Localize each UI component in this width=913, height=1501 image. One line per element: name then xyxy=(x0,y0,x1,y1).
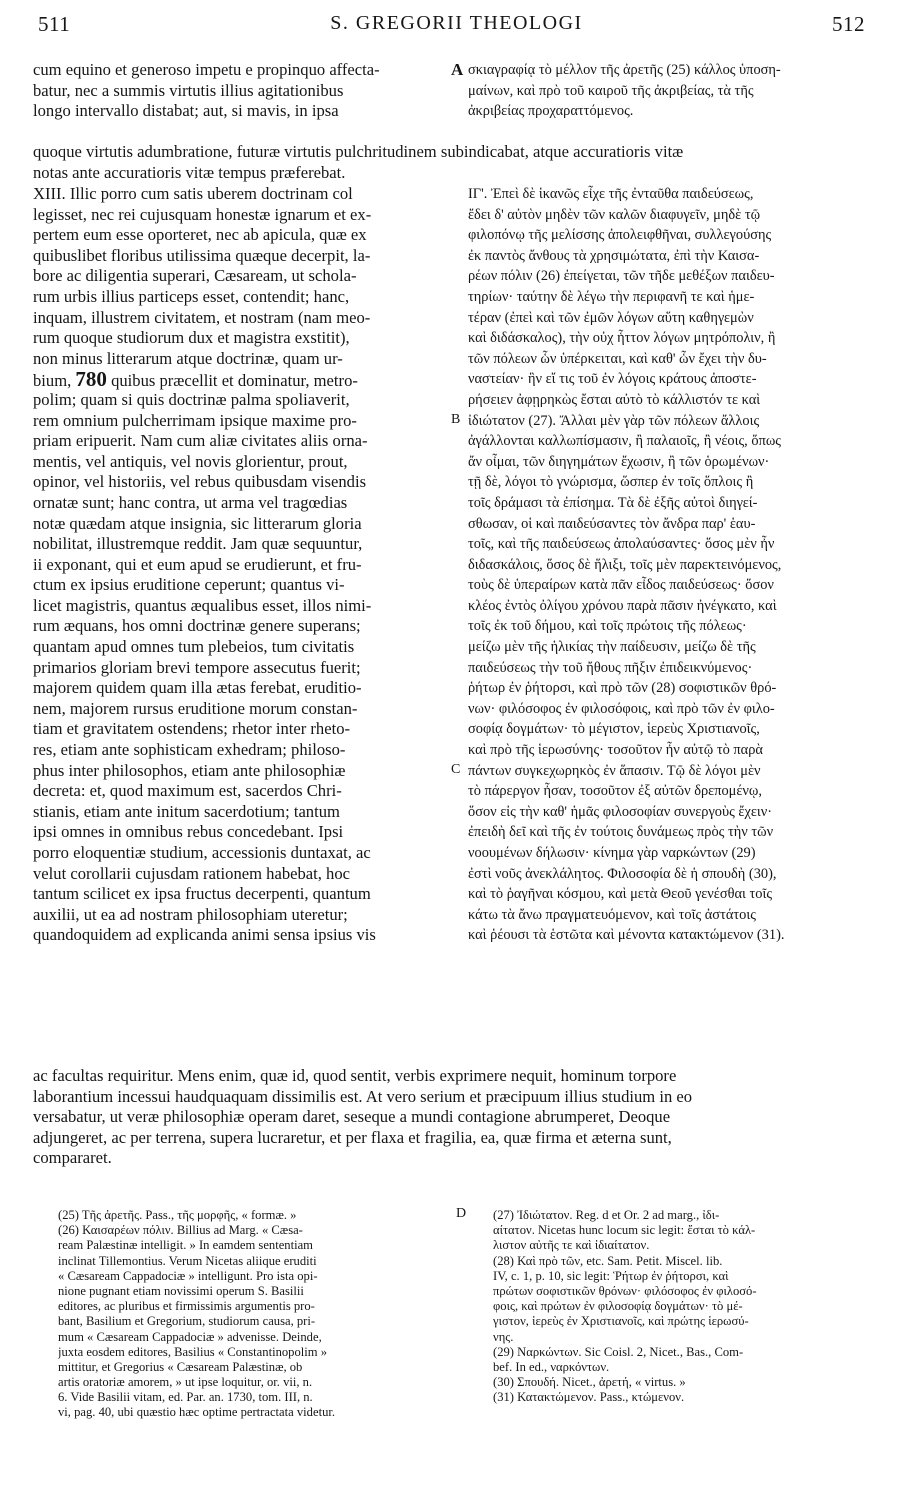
footnote-line: γιστον, ἱερεὺς ἐν Χριστιανοῖς, καὶ πρώτης ἱερωσύ- xyxy=(493,1314,749,1329)
text-line: non minus litterarum atque doctrinæ, quam ur- xyxy=(33,348,343,368)
text-line: ἄν οἶμαι, τῶν διηγημάτων ἔχωσιν, ἢ τῶν ὁρωμένων· xyxy=(468,453,770,470)
text-line: ρέων πόλιν (26) ἐπείγεται, τῶν τῆδε μεθέξων παιδευ- xyxy=(468,268,775,285)
text-line: tiam et gravitatem ostendens; rhetor inter rheto- xyxy=(33,719,351,739)
text-line: velut corollarii cujusdam rationem habebat, hoc xyxy=(33,863,351,883)
text-line: τοῖς δράμασι τὰ ἐπίσημα. Τὰ δὲ ἐξῆς αὐτοὶ διηγεί- xyxy=(468,494,758,511)
footnote-line: (29) Ναρκώντων. Sic Coisl. 2, Nicet., Bas., Com- xyxy=(493,1344,744,1359)
text-line: majorem quidem quam illa ætas ferebat, eruditio- xyxy=(33,678,362,698)
text-line: τῶν πόλεων ὧν ὑπέρκειται, καὶ καθ' ὧν ἔχει τὴν δυ- xyxy=(468,350,767,367)
footnote-line: ream Palæstinæ intelligit. » In eamdem sententiam xyxy=(58,1238,313,1253)
page-number-left: 511 xyxy=(38,12,71,36)
text-line: rum æquans, hos omni doctrinæ genere superans; xyxy=(33,616,361,636)
text-line: opinor, vel historiis, vel rebus quibusdam visendis xyxy=(33,472,367,492)
text-line: ἀκριβείας προχαραττόμενος. xyxy=(468,103,634,120)
text-line: phus inter philosophos, etiam ante philosophiæ xyxy=(33,760,346,780)
latin-column xyxy=(33,184,449,946)
page-number-right: 512 xyxy=(832,12,865,36)
text-line: ἰδιώτατον (27). Ἄλλαι μὲν γὰρ τῶν πόλεων ἄλλοις xyxy=(468,412,760,429)
footnote-line: artis oratoriæ amorem, » ut ipse loquitur, or. vii, n. xyxy=(58,1375,313,1390)
text-line: σκιαγραφίᾳ τὸ μέλλον τῆς ἀρετῆς (25) κάλλος ὑποση- xyxy=(468,62,781,78)
text-line: inquam, illustrem civitatem, et nostram (nam meo- xyxy=(33,307,371,327)
text-line: versabatur, ut veræ philosophiæ operam daret, seseque a mundi contagione abrumperet, Deoque xyxy=(33,1107,671,1127)
text-line: primarios gloriam brevi tempore assecutus fuerit; xyxy=(33,657,361,677)
top-full-width-block xyxy=(33,142,881,183)
footnote-line: editores, ac pluribus et firmissimis argumentis pro- xyxy=(58,1299,315,1314)
footnote-line: bef. In ed., ναρκόντων. xyxy=(493,1359,610,1374)
footnote-line: φοις, καὶ πρώτων ἐν φιλοσοφίᾳ δογμάτων· τὸ μέ- xyxy=(493,1299,743,1314)
text-line: σθωσαν, οἱ καὶ παιδεύσαντες τὸν ἄνδρα παρ' ἑαυ- xyxy=(468,515,756,532)
text-line: νων· φιλόσοφος ἐν φιλοσόφοις, καὶ πρὸ τῶν ἐν φιλο- xyxy=(468,700,775,717)
running-title: S. GREGORII THEOLOGI xyxy=(330,12,583,34)
footnote-line: mittitur, et Gregorius « Cæsaream Palæstinæ, ob xyxy=(58,1359,303,1374)
margin-letter-b: B xyxy=(451,412,461,427)
text-line: νοουμένων δήλωσιν· κίνημα γὰρ ναρκώντων (29) xyxy=(468,845,756,861)
footnote-line: vi, pag. 40, ubi quæstio hæc optime pertractata videtur. xyxy=(58,1405,336,1420)
text-line: pertem eum esse oporteret, nec ab apicula, quæ ex xyxy=(33,225,367,245)
text-line: τοῖς ἐκ τοῦ δήμου, καὶ τοῖς πρώτοις τῆς πόλεως· xyxy=(468,618,747,635)
text-line: ii exponant, qui et eum apud se erudierunt, et fru- xyxy=(33,554,362,574)
text-line: ρήσειεν ἀφῃρηκὼς ἔσται αὐτὸ τὸ κάλλιστόν τε καὶ xyxy=(468,391,761,408)
text-fragment: quibus præcellit et dominatur, metro- xyxy=(111,371,358,390)
text-line: rem omnium pulcherrimam ipsique maxime pro- xyxy=(33,410,357,430)
text-line: quandoquidem ad explicanda animi sensa ipsius vis xyxy=(33,925,376,945)
text-line: κάτω τὰ ἄνω πραγματευόμενον, καὶ τοῖς ἀστάτοις xyxy=(468,906,756,923)
footnote-line: inclinat Tillemontius. Verum Nicetas aliique eruditi xyxy=(58,1253,317,1268)
top-latin-block xyxy=(33,60,449,122)
text-line: rum quoque studiorum dux et magistra exstitit), xyxy=(33,328,350,348)
footnote-line: νης. xyxy=(493,1329,514,1344)
text-line: κλέος ἐντὸς ὀλίγου χρόνου παρὰ πᾶσιν ἠνέγκατο, καὶ xyxy=(468,597,777,614)
footnote-line: αίτατον. Nicetas hunc locum sic legit: ἔσται τὸ κάλ- xyxy=(493,1223,756,1238)
text-line: quantam apud omnes tum plebeios, tum civitatis xyxy=(33,637,355,657)
text-line: decreta: et, quod maximum est, sacerdos Chri- xyxy=(33,781,342,801)
text-line: rum urbis illius particeps esset, contendit; hanc, xyxy=(33,286,350,306)
text-line: τηρίων· ταύτην δὲ λέγω τὴν περιφανῆ τε καὶ ἡμε- xyxy=(468,288,755,305)
text-line: polim; quam si quis doctrinæ palma spoliaverit, xyxy=(33,389,350,409)
text-line: παιδεύσεως τὴν τοῦ ἤθους πῆξιν ἐπιδεικνύμενος· xyxy=(468,659,753,676)
text-line: τοῖς, καὶ τῆς παιδεύσεως ἀπολαύσαντες· ὅσος μὲν ἦν xyxy=(468,536,775,553)
text-line: διδασκάλοις, ὅσος δὲ ἥλιξι, τοῖς μὲν παρεκτεινόμενος, xyxy=(468,556,782,573)
text-line: ipsi omnes in omnibus rebus concedebant. Ipsi xyxy=(33,822,344,842)
footnote-line: (30) Σπουδή. Nicet., ἀρετή, « virtus. » xyxy=(493,1375,686,1390)
text-line: tantum scilicet ex ipsa fructus decerpenti, quantum xyxy=(33,884,371,904)
text-line: ἔδει δ' αὐτὸν μηδὲν τῶν καλῶν διαφυγεῖν, μηδὲ τῷ xyxy=(468,206,761,223)
text-line: ἐκ παντὸς ἄνθους τὰ χρησιμώτατα, ἐπὶ τὴν Καισα- xyxy=(468,247,760,264)
footnote-line: bant, Basilium et Gregorium, studiorum causa, pri- xyxy=(58,1314,316,1329)
footnote-line: IV, c. 1, p. 10, sic legit: Ῥήτωρ ἐν ῥήτορσι, καὶ xyxy=(493,1268,729,1283)
text-line: batur, nec a summis virtutis illius agitationibus xyxy=(33,80,344,100)
text-line: legisset, nec rei cujusquam honestæ ignarum et ex- xyxy=(33,204,372,224)
text-line: φιλοπόνῳ τῆς μελίσσης ἀπολειφθῆναι, συλλεγούσης xyxy=(468,227,772,244)
text-line: notas ante accuratioris vitæ tempus præferebat. xyxy=(33,162,346,182)
text-line: adjungeret, ac per terrena, supera lucraretur, et per flaxa et fragilia, ea, quæ firma et æterna sunt, xyxy=(33,1127,672,1147)
margin-letter-d: D xyxy=(456,1206,467,1221)
text-line: τέραν (ἐπεὶ καὶ τῶν ἐμῶν λόγων αὕτη καθηγεμὼν xyxy=(468,309,754,326)
text-line: ναστείαν· ἣν εἴ τις τοῦ ἐν λόγοις κράτους ἀποστε- xyxy=(468,371,757,388)
text-line: bore ac diligentia superari, Cæsaream, ut schola- xyxy=(33,266,357,286)
text-line: μείζω μὲν τῆς ἡλικίας τὴν παίδευσιν, μείζω δὲ τῆς xyxy=(468,639,756,656)
footnote-line: (28) Καὶ πρὸ τῶν, etc. Sam. Petit. Miscel. lib. xyxy=(493,1253,723,1268)
footnote-line: nione pugnant etiam novissimi operum S. Basilii xyxy=(58,1283,304,1298)
text-line: σοφίᾳ δογμάτων· τὸ μέγιστον, ἱερεὺς Χριστιανοῖς, xyxy=(468,721,760,738)
footnote-line: (27) Ἰδιώτατον. Reg. d et Or. 2 ad marg., ἰδι- xyxy=(493,1208,720,1222)
text-line: longo intervallo distabat; aut, si mavis, in ipsa xyxy=(33,101,339,121)
text-line: τοὺς δὲ ὑπεραίρων κατὰ πᾶν εἶδος παιδεύσεως· ὅσον xyxy=(468,577,774,594)
margin-letter-a: A xyxy=(451,60,464,79)
text-line: quibuslibet floribus utilissima quæque decerpit, la- xyxy=(33,245,371,265)
footnote-line: πρώτων σοφιστικῶν θρόνων· φιλόσοφος ἐν φιλοσό- xyxy=(493,1283,757,1298)
footnote-line: mum « Cæsaream Cappadociæ » advenisse. Deinde, xyxy=(58,1329,322,1344)
text-line: laborantium incessui haudquaquam dissimilis est. At vero serium et præcipuum illius studium in eo xyxy=(33,1086,693,1106)
text-line: ctum ex ipsius eruditione ceperunt; quantus vi- xyxy=(33,575,345,595)
bottom-full-width-block xyxy=(33,1066,881,1169)
footnote-line: (25) Τῆς ἀρετῆς. Pass., τῆς μορφῆς, « formæ. » xyxy=(58,1208,297,1222)
text-line: quoque virtutis adumbratione, futuræ virtutis pulchritudinem subindicabat, atque accuratioris vitæ xyxy=(33,142,684,161)
text-line: mentis, vel antiquis, vel novis glorientur, prout, xyxy=(33,451,348,471)
margin-letter-c: C xyxy=(451,762,461,777)
text-line: notæ quædam atque insignia, sic litterarum gloria xyxy=(33,513,362,533)
text-line: καὶ ῥέουσι τὰ ἑστῶτα καὶ μένοντα κατακτώμενον (31). xyxy=(468,927,785,944)
footnote-line: 6. Vide Basilii vitam, ed. Par. an. 1730, tom. III, n. xyxy=(58,1390,313,1405)
text-line: ac facultas requiritur. Mens enim, quæ id, quod sentit, verbis exprimere nequit, hominum torpore xyxy=(33,1066,677,1085)
text-line: compararet. xyxy=(33,1148,112,1168)
footnote-line: (31) Κατακτώμενον. Pass., κτώμενον. xyxy=(493,1390,685,1405)
text-line: cum equino et generoso impetu e propinquo affecta- xyxy=(33,60,380,79)
top-greek-block xyxy=(468,60,878,122)
footnotes-left xyxy=(58,1208,458,1421)
text-line-with-column-number xyxy=(33,369,449,390)
text-line: τὸ πάρεργον ἦσαν, τοσοῦτον ἐξ αὐτῶν δρεπομένῳ, xyxy=(468,783,762,800)
text-line: τῇ δὲ, λόγοι τὸ γνώρισμα, ὥσπερ ἐν τοῖς ὅπλοις ἢ xyxy=(468,474,754,491)
text-line: ἀγάλλονται καλλωπίσμασιν, ἢ παλαιοῖς, ἢ νέοις, ὅπως xyxy=(468,433,782,450)
text-line: licet magistris, quantus æqualibus esset, illos nimi- xyxy=(33,595,372,615)
text-line: πάντων συγκεχωρηκὸς ἐν ἅπασιν. Τῷ δὲ λόγοι μὲν xyxy=(468,762,761,779)
column-number: 780 xyxy=(75,369,107,390)
text-line: nem, majorem rursus eruditione morum constan- xyxy=(33,698,358,718)
footnotes-right xyxy=(493,1208,878,1405)
text-line: ὅσον εἰς τὴν καθ' ἡμᾶς φιλοσοφίαν συνεργοὺς ἔχειν· xyxy=(468,803,773,820)
text-line: priam eripuerit. Nam cum aliæ civitates aliis orna- xyxy=(33,431,368,451)
greek-column xyxy=(468,184,878,946)
text-line: καὶ πρὸ τῆς ἱερωσύνης· τοσοῦτον ἦν αὐτῷ τὸ παρὰ xyxy=(468,742,763,759)
footnote-line: (26) Καισαρέων πόλιν. Billius ad Marg. « Cæsa- xyxy=(58,1223,303,1238)
text-line: stianis, etiam ante initum sacerdotium; tantum xyxy=(33,801,340,821)
text-line: καὶ διδάσκαλος), τὴν οὐχ ἧττον λόγων μητρόπολιν, ἢ xyxy=(468,330,776,347)
text-line: ἐστὶ νοῦς ἀνεκλάλητος. Φιλοσοφία δὲ ἡ σπουδὴ (30), xyxy=(468,865,777,882)
text-line: auxilii, ut ea ad nostram philosophiam uteretur; xyxy=(33,904,348,924)
footnote-line: λιστον αὐτῆς τε καὶ ἰδιαίτατον. xyxy=(493,1238,650,1253)
footnote-line: juxta eosdem editores, Basilius « Constantinopolim » xyxy=(58,1344,327,1359)
text-fragment: bium, xyxy=(33,371,72,390)
text-line: nobilitat, illustremque reddit. Jam quæ sequuntur, xyxy=(33,534,363,554)
text-line: XIII. Illic porro cum satis uberem doctrinam col xyxy=(33,184,353,203)
text-line: μαίνων, καὶ πρὸ τοῦ καιροῦ τῆς ἀκριβείας, τὰ τῆς xyxy=(468,82,754,99)
text-line: porro eloquentiæ studium, accessionis duntaxat, ac xyxy=(33,843,371,862)
text-line: ornatæ sunt; hanc contra, ut arma vel tragœdias xyxy=(33,492,348,512)
footnote-line: « Cæsaream Cappadociæ » intelligunt. Pro ista opi- xyxy=(58,1268,318,1283)
text-line: res, etiam ante sophisticam exhedram; philoso- xyxy=(33,740,346,760)
text-line: ῥήτωρ ἐν ῥήτορσι, καὶ πρὸ τῶν (28) σοφιστικῶν θρό- xyxy=(468,680,777,697)
text-line: καὶ τὸ ῥαγῆναι κόσμου, καὶ μετὰ Θεοῦ γενέσθαι τοῖς xyxy=(468,886,773,903)
text-line: ΙΓ'. Ἐπεὶ δὲ ἱκανῶς εἶχε τῆς ἐνταῦθα παιδεύσεως, xyxy=(468,186,754,202)
text-line: ἐπειδὴ δεῖ καὶ τῆς ἐν τούτοις δυνάμεως πρὸς τὴν τῶν xyxy=(468,824,774,841)
